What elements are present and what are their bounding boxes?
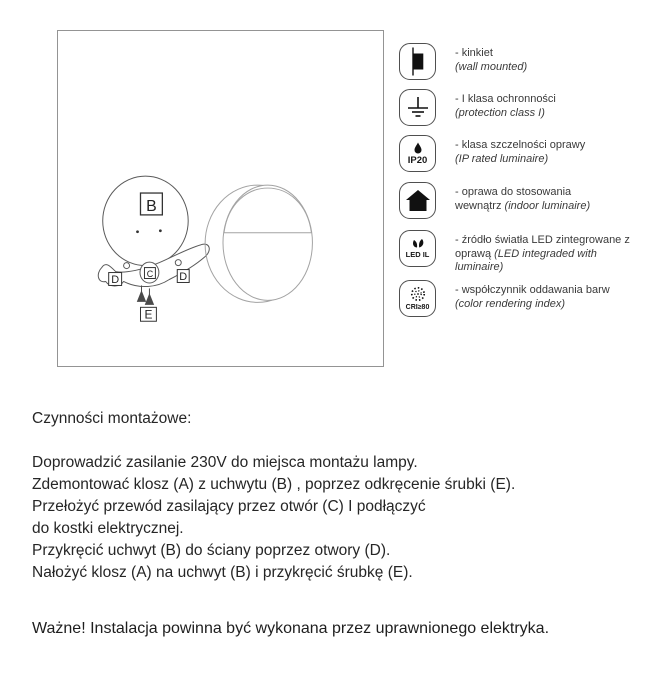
spec-label <box>455 230 641 275</box>
spec-label-en: (wall mounted) <box>455 60 528 73</box>
spec-row-ip-rating <box>399 135 610 172</box>
spec-label-en: (IP rated luminaire) <box>455 152 549 165</box>
label-sruba-e: E <box>144 307 153 322</box>
label-otwor-d-left: D <box>111 273 120 286</box>
spec-label-pl: - I klasa ochronności <box>455 93 556 105</box>
spec-label <box>455 43 555 74</box>
mounting-steps <box>32 452 515 584</box>
ip-rating-badge: IP20 <box>407 154 428 166</box>
cri-badge: CRI≥80 <box>405 304 430 311</box>
step-line: Nałożyć klosz (A) na uchwyt (B) i przykręcić śrubkę (E). <box>32 564 413 581</box>
step-line: Doprowadzić zasilanie 230V do miejsca montażu lampy. <box>32 454 418 471</box>
spec-label <box>455 280 641 311</box>
spec-label-en: (protection class I) <box>455 106 545 119</box>
exploded-view-drawing <box>98 176 209 322</box>
led-badge: LED IL <box>405 250 430 260</box>
protection-class-icon <box>399 89 436 126</box>
spec-row-led <box>399 230 641 275</box>
spec-label-pl: - klasa szczelności oprawy <box>455 139 586 151</box>
screw-icon <box>138 285 154 304</box>
spec-row-indoor <box>399 182 610 219</box>
warning-note: Ważne! Instalacja powinna być wykonana przez uprawnionego elektryka. <box>32 620 550 637</box>
lamp-assembly-drawing <box>58 31 383 366</box>
spec-row-protection-class <box>399 89 590 126</box>
step-line: do kostki elektrycznej. <box>32 520 184 537</box>
cri-icon <box>399 280 436 317</box>
label-otwor-c: C <box>146 269 154 280</box>
step-line: Przełożyć przewód zasilający przez otwór (C) I podłączyć <box>32 498 426 515</box>
spec-label <box>455 89 590 120</box>
led-integrated-icon <box>399 230 436 267</box>
step-line: Zdemontować klosz (A) z uchwytu (B) , poprzez odkręcenie śrubki (E). <box>32 476 516 493</box>
diagram-panel <box>57 30 384 367</box>
ip-rating-icon <box>399 135 436 172</box>
step-line: Przykręcić uchwyt (B) do ściany poprzez otwory (D). <box>32 542 391 559</box>
wall-mounted-icon <box>399 43 436 80</box>
spec-label-en: (indoor luminaire) <box>504 199 591 212</box>
spec-row-wall-mounted <box>399 43 555 80</box>
spec-row-cri <box>399 280 641 317</box>
spec-label-pl: - źródło światła LED zintegrowane z oprawą <box>455 234 630 260</box>
spec-label-en: (color rendering index) <box>455 297 566 310</box>
spec-label <box>455 135 610 166</box>
section-heading: Czynności montażowe: <box>32 410 192 427</box>
label-otwor-d-right: D <box>179 270 188 283</box>
label-uchwyt-b: B <box>146 197 157 215</box>
spec-label-en: (LED integraded with luminaire) <box>455 247 597 273</box>
spec-label <box>455 182 610 213</box>
spec-label-pl: - współczynnik oddawania barw <box>455 284 610 296</box>
indoor-luminaire-icon <box>399 182 436 219</box>
assembled-view-drawing <box>205 185 312 302</box>
spec-label-pl: - oprawa do stosowania wewnątrz <box>455 186 572 212</box>
spec-label-pl: - kinkiet <box>455 47 493 59</box>
